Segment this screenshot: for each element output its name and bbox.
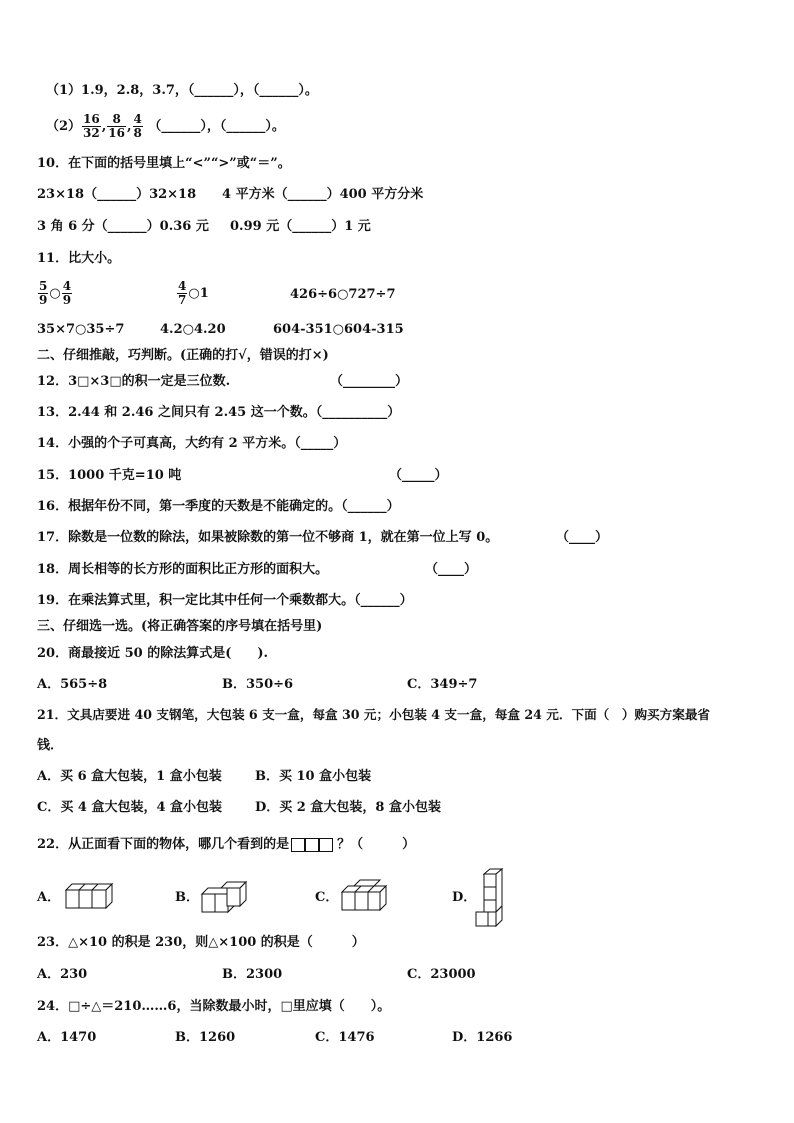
q15-blank: （_____） [389,468,448,483]
q20-text: 20．商最接近 50 的除法算式是( ). [37,646,269,661]
q21-line1: 21．文具店要进 40 支钢笔，大包装 6 支一盒，每盒 30 元；小包装 4 支一盒，每盒 24 元．下面（ ）购买方案最省 [37,707,711,722]
q15-text: 15．1000 千克=10 吨 [37,468,182,483]
q22-option-b-label: B． [175,890,199,905]
q24-option-c: C．1476 [315,1030,375,1045]
fraction-8-16: $\frac{8}{16}$ [108,112,125,140]
q22-option-d-label: D． [452,890,477,905]
section-3-heading: 三、仔细选一选。(将正确答案的序号填在括号里) [37,619,323,634]
q9-part2: （2） $\frac{16}{32}$ , $\frac{8}{16}$ , $\frac{4}{8}$ （______），（______）。 [46,112,285,140]
q22-option-a-cubes-icon [60,878,120,910]
q11-f1: $\frac{5}{9}$ ○ $\frac{4}{9}$ [39,279,72,307]
q24-text: 24．□÷△＝210……6，当除数最小时，□里应填（ ）。 [37,999,391,1014]
q9-part2-prefix: （2） [46,119,82,134]
q10-r1a: 23×18（______）32×18 [37,187,197,202]
q21-option-d: D．买 2 盒大包装，8 盒小包装 [255,800,441,815]
q20-option-a: A．565÷8 [37,677,108,692]
q9-part2-suffix: （______），（______）。 [148,119,285,134]
q10-r2b: 0.99 元（______）1 元 [230,219,371,234]
q11-e3: 426÷6○727÷7 [290,287,396,302]
q22-option-a-label: A． [37,890,61,905]
q21-option-a: A．买 6 盒大包装，1 盒小包装 [37,769,222,784]
q23-option-b: B．2300 [222,967,283,982]
q22-option-c-cubes-icon [338,878,394,912]
q22-option-d-cubes-icon [474,868,506,928]
q21-option-b: B．买 10 盒小包装 [255,769,372,784]
q11-f2: $\frac{4}{7}$ ○1 [178,279,209,307]
q22-text: 22．从正面看下面的物体，哪几个看到的是 [37,837,290,852]
q13-text: 13．2.44 和 2.46 之间只有 2.45 这一个数。（__________） [37,405,401,420]
q18-text: 18．周长相等的长方形的面积比正方形的面积大。 [37,562,329,577]
q11-e6: 604-351○604-315 [273,322,404,337]
q21-line2: 钱． [37,738,64,753]
q17-text: 17．除数是一位数的除法，如果被除数的第一位不够商 1，就在第一位上写 0。 [37,530,499,545]
q18-blank: （____） [425,562,478,577]
q22-option-c-label: C． [315,890,339,905]
q12-blank: （________） [330,374,409,389]
q21-option-c: C．买 4 盒大包装，4 盒小包装 [37,800,223,815]
q11-e5: 4.2○4.20 [160,322,226,337]
q11-title: 11．比大小。 [37,251,121,266]
q22-question [37,836,415,854]
q17-blank: （____） [556,530,609,545]
fraction-16-32: $\frac{16}{32}$ [83,112,100,140]
q10-r2a: 3 角 6 分（______）0.36 元 [37,219,209,234]
fraction-5-9: $\frac{5}{9}$ [39,279,48,307]
q10-r1b: 4 平方米（______）400 平方分米 [222,187,424,202]
q20-option-b: B．350÷6 [222,677,294,692]
q24-option-b: B．1260 [175,1030,236,1045]
section-2-heading: 二、仔细推敲，巧判断。(正确的打√，错误的打×) [37,348,329,363]
q10-title: 10．在下面的括号里填上“<”“>”或“＝”。 [37,156,291,171]
q19-text: 19．在乘法算式里，积一定比其中任何一个乘数都大。（______） [37,593,413,608]
q23-text: 23．△×10 的积是 230，则△×100 的积是（ ） [37,935,365,950]
q22-option-b-cubes-icon [198,878,252,914]
q24-option-a: A．1470 [37,1030,97,1045]
q9-part1: （1）1.9，2.8，3.7，（______），（______）。 [46,83,318,98]
fraction-4-8: $\frac{4}{8}$ [133,112,142,140]
q23-option-c: C．23000 [407,967,476,982]
q16-text: 16．根据年份不同，第一季度的天数是不能确定的。（______） [37,499,400,514]
three-squares-front-view-icon [291,838,335,852]
q20-option-c: C．349÷7 [407,677,478,692]
q24-option-d: D．1266 [452,1030,513,1045]
fraction-4-9: $\frac{4}{9}$ [62,279,72,307]
q12-text: 12．3□×3□的积一定是三位数. [37,374,231,389]
q11-e4: 35×7○35÷7 [37,322,125,337]
q23-option-a: A．230 [37,967,88,982]
fraction-4-7: $\frac{4}{7}$ [178,279,187,307]
q14-text: 14．小强的个子可真高，大约有 2 平方米。（_____） [37,436,347,451]
q22-tail: ？（ ） [337,837,416,852]
